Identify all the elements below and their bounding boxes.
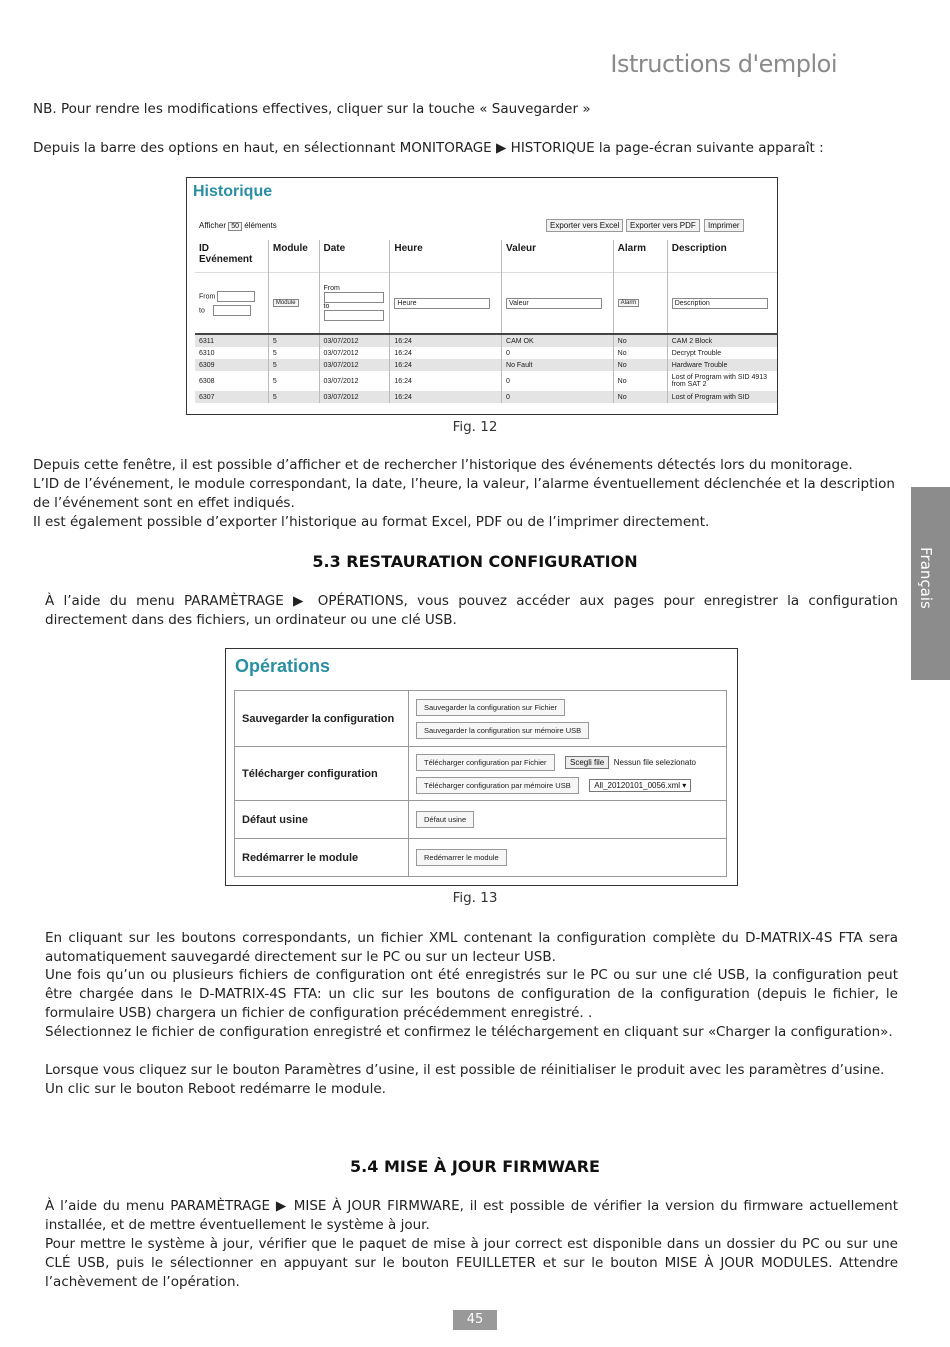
hist-desc-1: Depuis cette fenêtre, il est possible d’afficher et de rechercher l’historique des événements détectés lors du monitorage. (33, 457, 853, 473)
operations-screenshot (225, 648, 738, 886)
id-filter (195, 273, 268, 335)
load-config-actions (409, 747, 727, 801)
restore-para-5: Un clic sur le bouton Reboot redémarre le module. (45, 1081, 386, 1097)
table-row (195, 391, 777, 403)
usb-file-select[interactable] (589, 779, 691, 792)
historique-title: Historique (193, 183, 273, 200)
load-file-button[interactable]: Télécharger configuration par Fichier (416, 754, 555, 771)
cell: No (613, 359, 667, 371)
firmware-para-1: À l’aide du menu PARAMÈTRAGE ▶ MISE À JOUR FIRMWARE, il est possible de vérifier la version du firmware actuellement installée, et de mettre éventuellement le système à jour. (45, 1198, 898, 1233)
col-module[interactable]: Module (268, 240, 319, 273)
filter-row (195, 273, 777, 335)
id-to-input[interactable] (213, 305, 251, 316)
cell: 6310 (199, 349, 215, 357)
fig12-caption: Fig. 12 (452, 419, 498, 435)
date-from-input[interactable] (324, 292, 384, 303)
restore-para-1: En cliquant sur les boutons correspondants, un fichier XML contenant la configuration complète du D-MATRIX-4S FTA sera automatiquement sauvegardé directement sur le PC ou sur un lecteur USB. (45, 930, 898, 965)
cell: 16:24 (390, 334, 502, 347)
document-header-title: Istructions d'emploi (610, 50, 837, 78)
alarm-select[interactable]: Alarm (618, 299, 640, 307)
cell: 5 (268, 347, 319, 359)
valeur-filter (502, 273, 614, 335)
cell: 16:24 (390, 391, 502, 403)
cell: 6308 (199, 377, 215, 385)
heure-filter (390, 273, 502, 335)
col-alarm[interactable]: Alarm (613, 240, 667, 273)
module-select[interactable]: Module (273, 299, 299, 307)
col-valeur[interactable]: Valeur (502, 240, 614, 273)
ops-row-factory (235, 801, 727, 839)
cell: 5 (268, 359, 319, 371)
cell: 6307 (195, 391, 268, 403)
col-description[interactable]: Description (667, 240, 777, 273)
fig13-caption: Fig. 13 (452, 890, 498, 906)
show-prefix: Afficher (199, 221, 226, 230)
restore-para-4: Lorsque vous cliquez sur le bouton Paramètres d’usine, il est possible de réinitialiser le produit avec les paramètres d’usine. (45, 1062, 885, 1078)
cell: 03/07/2012 (319, 347, 390, 359)
operations-table (234, 690, 727, 877)
print-button[interactable]: Imprimer (704, 219, 744, 232)
factory-label: Défaut usine (235, 801, 409, 839)
valeur-input[interactable]: Valeur (506, 298, 602, 309)
table-header-row (195, 240, 777, 273)
factory-reset-button[interactable]: Défaut usine (416, 811, 474, 828)
alarm-filter (613, 273, 667, 335)
ops-row-load (235, 747, 727, 801)
save-config-actions (409, 691, 727, 747)
col-heure[interactable]: Heure (390, 240, 502, 273)
firmware-para-2: Pour mettre le système à jour, vérifier que le paquet de mise à jour correct est disponible dans un dossier du PC ou sur une CLÉ USB, puis le sélectionner en appuyant sur le bouton FEUILLETER et sur le bouton MISE À JOUR MODULES. Attendre l’achèvement de l’opération. (45, 1236, 898, 1290)
load-usb-button[interactable]: Télécharger configuration par mémoire USB (416, 777, 579, 794)
cell: No (613, 334, 667, 347)
heading-restauration: 5.3 RESTAURATION CONFIGURATION (312, 552, 638, 571)
hist-desc-3: Il est également possible d’exporter l’historique au format Excel, PDF ou de l’imprimer directement. (33, 514, 710, 530)
col-date[interactable]: Date (319, 240, 390, 273)
col-id[interactable]: ID Evénement (199, 243, 253, 265)
cell: Lost of Program with SID 4913 from SAT 2 (667, 371, 777, 391)
cell: 03/07/2012 (319, 359, 390, 371)
cell: 16:24 (390, 347, 502, 359)
id-from-input[interactable] (217, 291, 255, 302)
cell: 0 (502, 371, 614, 391)
cell: 16:24 (390, 359, 502, 371)
description-input[interactable]: Description (672, 298, 768, 309)
cell: Decrypt Trouble (667, 347, 777, 359)
cell: 0 (502, 347, 614, 359)
language-side-tab (911, 487, 950, 680)
cell: 5 (268, 334, 319, 347)
cell: No (613, 391, 667, 403)
reboot-label: Redémarrer le module (235, 839, 409, 877)
intro-historique: Depuis la barre des options en haut, en sélectionnant MONITORAGE ▶ HISTORIQUE la page-écran suivante apparaît : (33, 140, 824, 156)
choose-file-button[interactable]: Scegli file (565, 756, 609, 769)
cell: Lost of Program with SID (667, 391, 777, 403)
table-row (195, 359, 777, 371)
heure-input[interactable]: Heure (394, 298, 490, 309)
cell: 0 (502, 391, 614, 403)
id-from-label: From (199, 292, 216, 300)
date-to-label: to (323, 303, 330, 310)
cell: No Fault (502, 359, 614, 371)
export-excel-button[interactable]: Exporter vers Excel (546, 219, 623, 232)
cell: No (613, 371, 667, 391)
cell: 03/07/2012 (319, 391, 390, 403)
cell: 16:24 (390, 371, 502, 391)
cell: 5 (268, 371, 319, 391)
date-filter (319, 273, 390, 335)
historique-screenshot (186, 177, 778, 415)
cell: 03/07/2012 (319, 371, 390, 391)
show-entries (199, 221, 277, 231)
table-row (195, 334, 777, 347)
ops-row-reboot (235, 839, 727, 877)
module-filter (268, 273, 319, 335)
historique-table (195, 240, 777, 403)
reboot-button[interactable]: Redémarrer le module (416, 849, 507, 866)
load-config-label: Télécharger configuration (235, 747, 409, 801)
factory-actions (409, 801, 727, 839)
page-number: 45 (453, 1310, 497, 1330)
nb-note: NB. Pour rendre les modifications effectives, cliquer sur la touche « Sauvegarder » (33, 101, 591, 117)
show-select[interactable]: 50 (228, 222, 242, 231)
cell: No (613, 347, 667, 359)
id-to-label: to (199, 306, 205, 314)
cell: CAM OK (502, 334, 614, 347)
date-from-label: From (323, 285, 340, 292)
table-row (195, 347, 777, 359)
cell: 03/07/2012 (319, 334, 390, 347)
cell: 6311 (195, 334, 268, 347)
restore-para-2: Une fois qu’un ou plusieurs fichiers de configuration ont été enregistrés sur le PC ou sur une clé USB, la configuration peut être chargée dans le D-MATRIX-4S FTA: un clic sur les boutons de configuration de la configuration (depuis le fichier, le formulaire USB) chargera un fichier de configuration précédemment enregistré. . (45, 967, 898, 1021)
chevron-down-icon: ▾ (682, 780, 687, 790)
reboot-actions (409, 839, 727, 877)
usb-file-value: All_20120101_0056.xml (594, 780, 681, 790)
save-usb-button[interactable]: Sauvegarder la configuration sur mémoire USB (416, 722, 589, 739)
cell: 5 (268, 391, 319, 403)
save-file-button[interactable]: Sauvegarder la configuration sur Fichier (416, 699, 565, 716)
cell: Hardware Trouble (667, 359, 777, 371)
save-config-label: Sauvegarder la configuration (235, 691, 409, 747)
cell: CAM 2 Block (667, 334, 777, 347)
hist-desc-2: L’ID de l’événement, le module correspondant, la date, l’heure, la valeur, l’alarme éventuellement déclenchée et la description de l’événement sont en effet indiqués. (33, 476, 895, 511)
cell: 6309 (195, 359, 268, 371)
restore-para-3: Sélectionnez le fichier de configuration enregistré et confirmez le téléchargement en cliquant sur «Charger la configuration». (45, 1024, 893, 1040)
export-pdf-button[interactable]: Exporter vers PDF (626, 219, 700, 232)
description-filter (667, 273, 777, 335)
show-suffix: éléments (244, 221, 277, 230)
date-to-input[interactable] (324, 310, 384, 321)
no-file-text: Nessun file selezionato (613, 757, 696, 767)
language-label: Français (917, 547, 935, 609)
heading-firmware: 5.4 MISE À JOUR FIRMWARE (350, 1157, 600, 1176)
operations-title: Opérations (235, 656, 331, 676)
table-row (195, 371, 777, 391)
restore-intro: À l’aide du menu PARAMÈTRAGE ▶ OPÉRATIONS, vous pouvez accéder aux pages pour enregistrer la configuration directement dans des fichiers, un ordinateur ou une clé USB. (45, 593, 898, 628)
ops-row-save (235, 691, 727, 747)
